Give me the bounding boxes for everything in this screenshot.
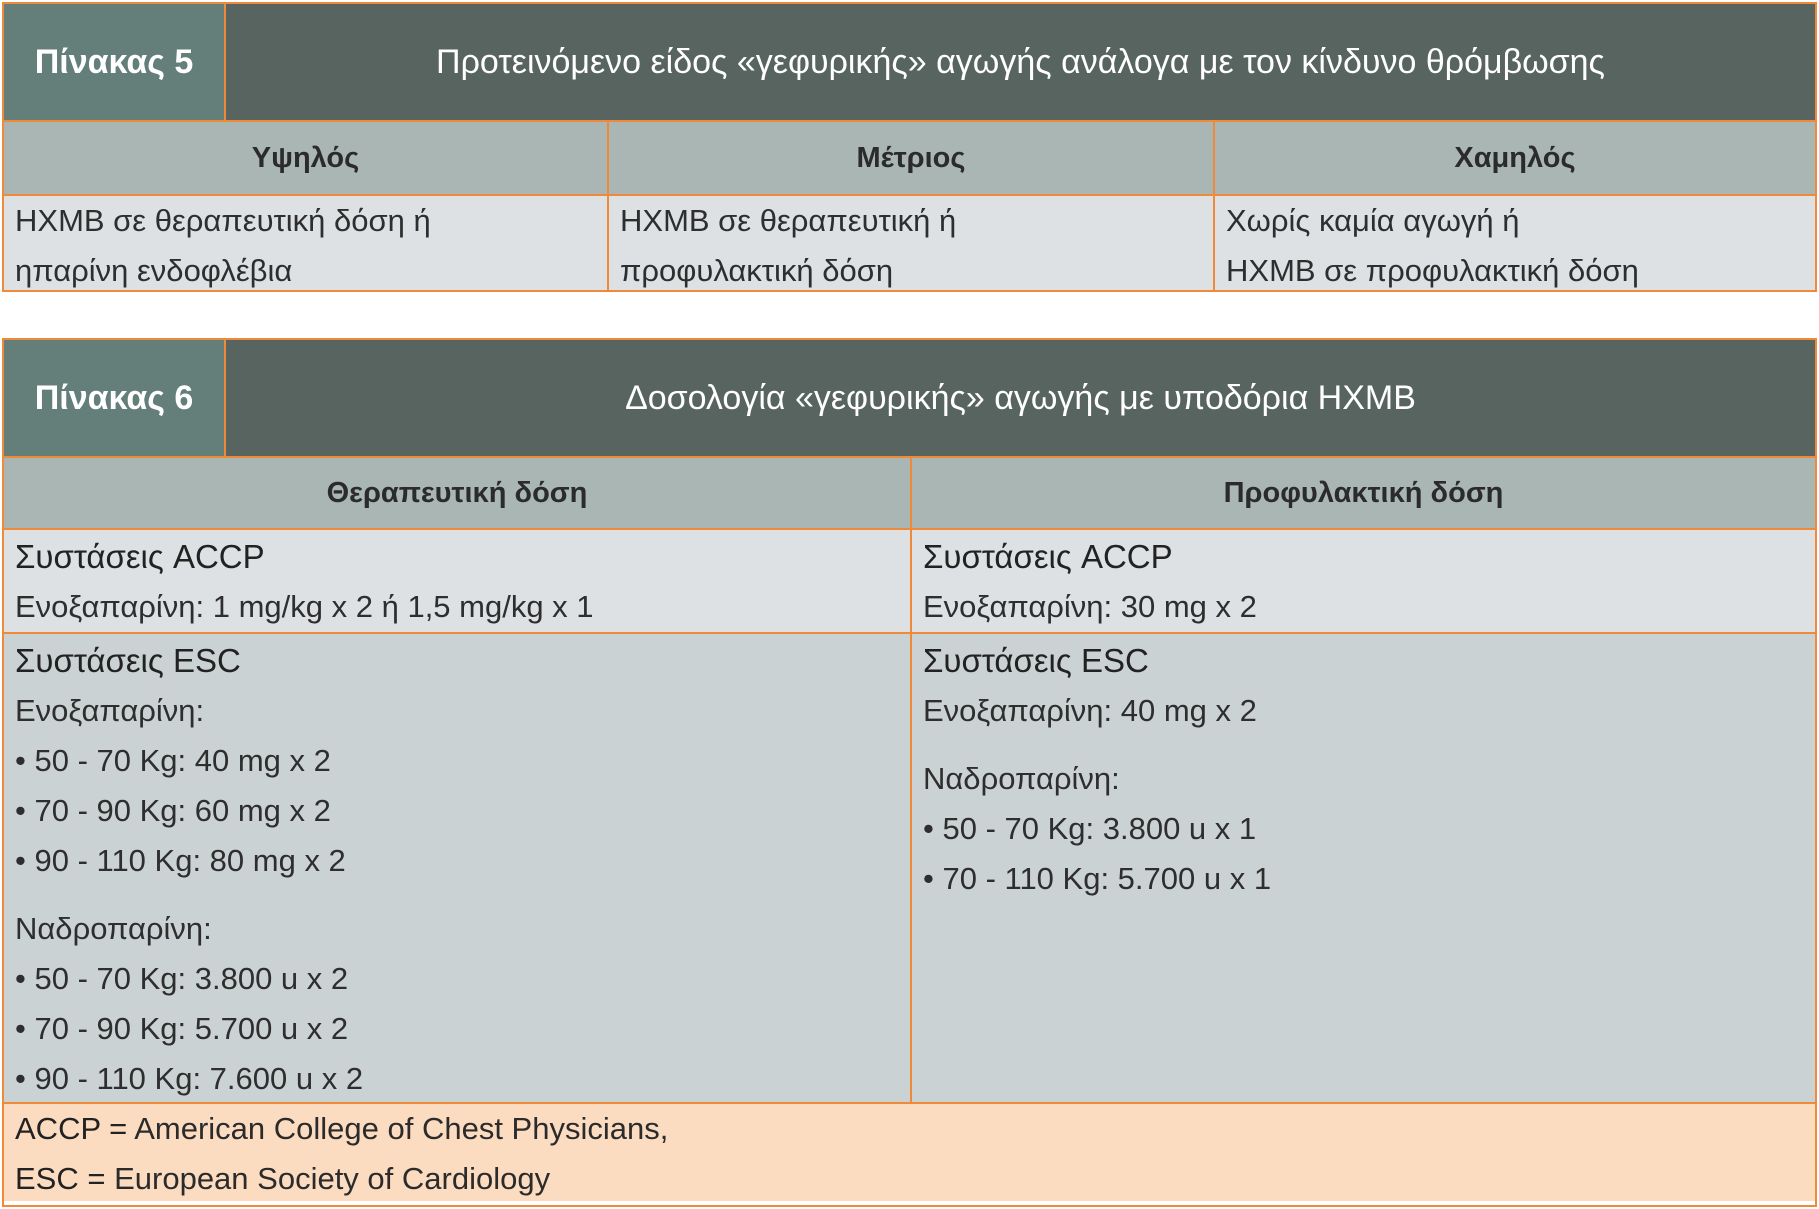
list-item: • 70 - 90 Kg: 60 mg x 2 <box>15 786 910 836</box>
table-6-header-row <box>4 458 1815 530</box>
cell-medium-line-2: προφυλακτική δόση <box>620 253 894 288</box>
esc-prophylactic-heading: Συστάσεις ESC <box>923 642 1149 679</box>
legend-abbr-accp: ACCP = <box>15 1111 128 1146</box>
legend-text-accp: American College of Chest Physicians, <box>134 1111 669 1146</box>
header-medium: Μέτριος <box>609 122 1215 194</box>
cell-medium-line-1: ΗΧΜΒ σε θεραπευτική ή <box>620 203 957 238</box>
accp-prophylactic <box>912 530 1815 632</box>
list-item: • 50 - 70 Kg: 40 mg x 2 <box>15 736 910 786</box>
list-item: • 90 - 110 Kg: 80 mg x 2 <box>15 836 910 886</box>
cell-high <box>4 196 609 290</box>
table-6-title-row <box>4 340 1815 458</box>
esc-row <box>4 634 1815 1104</box>
table-5-header-row <box>4 122 1815 196</box>
list-item: • 70 - 90 Kg: 5.700 u x 2 <box>15 1004 910 1054</box>
header-therapeutic-dose: Θεραπευτική δόση <box>4 458 912 528</box>
table-5-body-row <box>4 196 1815 290</box>
list-item: • 50 - 70 Kg: 3.800 u x 1 <box>923 804 1815 854</box>
cell-high-line-1: ΗΧΜΒ σε θεραπευτική δόση ή <box>15 203 431 238</box>
cell-high-line-2: ηπαρίνη ενδοφλέβια <box>15 253 293 288</box>
esc-prophylactic-enoxaparin: Ενοξαπαρίνη: 40 mg x 2 <box>923 693 1257 728</box>
header-low: Χαμηλός <box>1215 122 1815 194</box>
table-6-title: Δοσολογία «γεφυρικής» αγωγής με υποδόρια ΗΧΜΒ <box>226 340 1815 456</box>
accp-therapeutic-line: Ενοξαπαρίνη: 1 mg/kg x 2 ή 1,5 mg/kg x 1 <box>15 589 594 624</box>
esc-prophylactic <box>912 634 1815 1102</box>
table-5-title: Προτεινόμενο είδος «γεφυρικής» αγωγής ανάλογα με τον κίνδυνο θρόμβωσης <box>226 4 1815 120</box>
accp-prophylactic-heading: Συστάσεις ACCP <box>923 538 1173 575</box>
accp-row <box>4 530 1815 634</box>
cell-medium <box>609 196 1215 290</box>
table-5-title-row <box>4 4 1815 122</box>
esc-therapeutic <box>4 634 912 1102</box>
legend-row <box>4 1104 1815 1201</box>
legend-abbr-esc: ESC = <box>15 1161 106 1196</box>
legend-text-esc: European Society of Cardiology <box>114 1161 551 1196</box>
legend-line-2 <box>15 1154 1815 1204</box>
esc-prophylactic-nadroparin: Ναδροπαρίνη: <box>923 761 1120 796</box>
list-item: • 90 - 110 Kg: 7.600 u x 2 <box>15 1054 910 1104</box>
esc-therapeutic-nadroparin: Ναδροπαρίνη: <box>15 911 212 946</box>
cell-low-line-1: Χωρίς καμία αγωγή ή <box>1226 203 1520 238</box>
table-6-label: Πίνακας 6 <box>4 340 226 456</box>
table-5-label: Πίνακας 5 <box>4 4 226 120</box>
accp-therapeutic-heading: Συστάσεις ACCP <box>15 538 265 575</box>
list-item: • 70 - 110 Kg: 5.700 u x 1 <box>923 854 1815 904</box>
table-6 <box>2 338 1817 1207</box>
header-high: Υψηλός <box>4 122 609 194</box>
header-prophylactic-dose: Προφυλακτική δόση <box>912 458 1815 528</box>
cell-low-line-2: ΗΧΜΒ σε προφυλακτική δόση <box>1226 253 1639 288</box>
abbreviations-legend <box>4 1104 1815 1201</box>
cell-low <box>1215 196 1815 290</box>
accp-therapeutic <box>4 530 912 632</box>
list-item: • 50 - 70 Kg: 3.800 u x 2 <box>15 954 910 1004</box>
esc-therapeutic-heading: Συστάσεις ESC <box>15 642 241 679</box>
esc-therapeutic-enoxaparin: Ενοξαπαρίνη: <box>15 693 205 728</box>
legend-line-1 <box>15 1104 1815 1154</box>
table-5 <box>2 2 1817 292</box>
accp-prophylactic-line: Ενοξαπαρίνη: 30 mg x 2 <box>923 589 1257 624</box>
